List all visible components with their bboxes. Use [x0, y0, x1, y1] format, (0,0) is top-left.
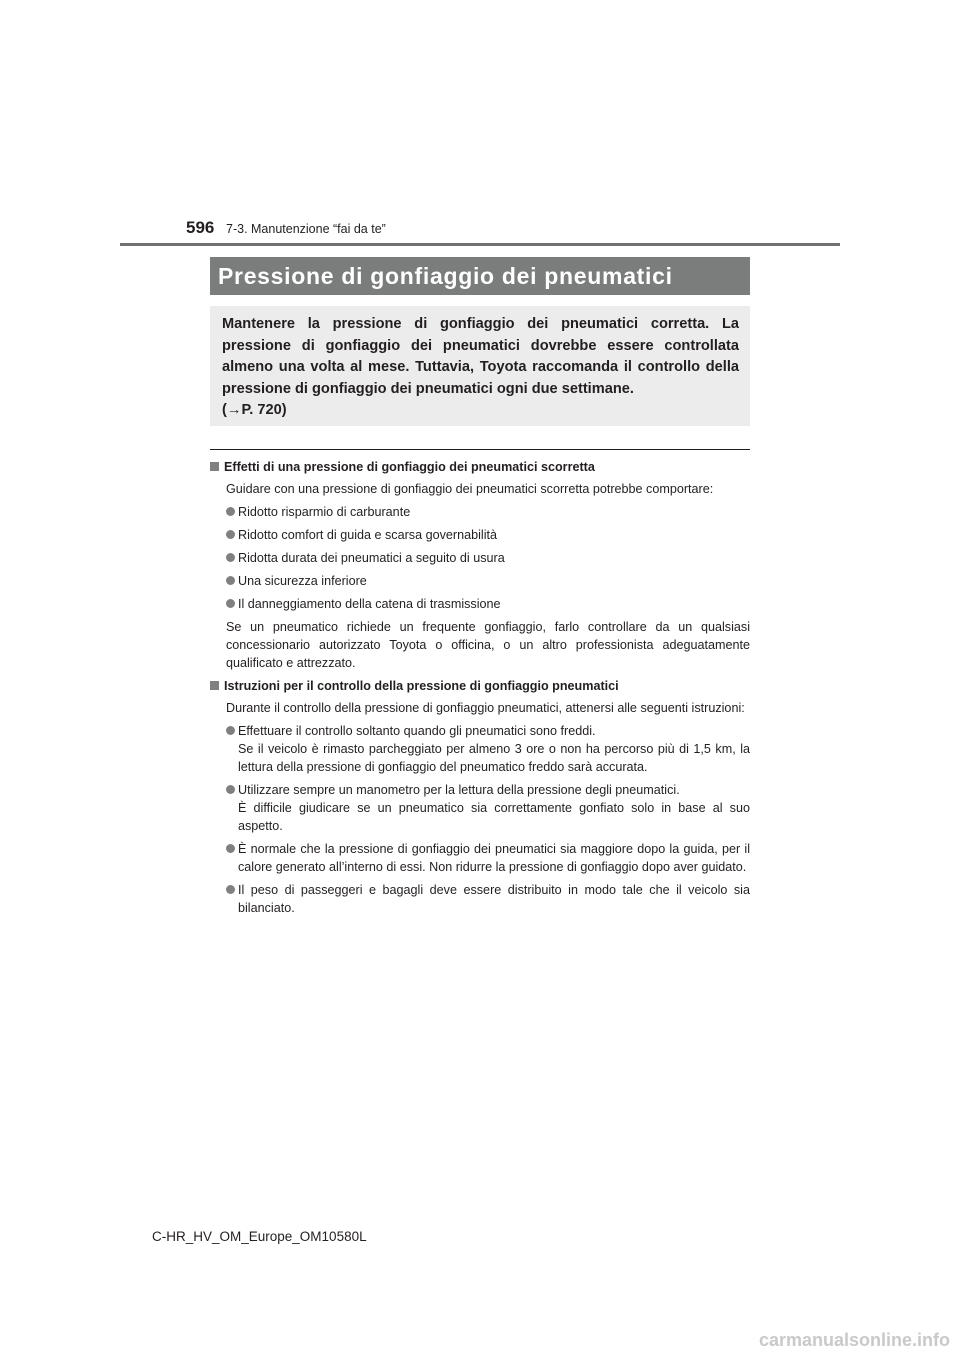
intro-text: Mantenere la pressione di gonfiaggio dei pneumatici corretta. La pressione di gonfiaggio dei pneumatici dovrebbe essere controllata almeno una volta al mese. Tuttavia, Toyota raccomanda il controllo della pressione di gonfiaggio dei pneumatici ogni due settimane. — [222, 316, 739, 397]
list-item — [226, 595, 750, 613]
circle-bullet-icon — [226, 885, 235, 894]
subsection-heading — [210, 677, 750, 695]
list-item — [226, 722, 750, 776]
section-label: 7-3. Manutenzione “fai da te” — [226, 222, 386, 236]
list-item — [226, 881, 750, 917]
circle-bullet-icon — [226, 599, 235, 608]
subsection-heading-text: Effetti di una pressione di gonfiaggio dei pneumatici scorretta — [224, 460, 595, 474]
list-item — [226, 781, 750, 835]
subsection-heading — [210, 458, 750, 476]
list-item-text: Ridotto risparmio di carburante — [238, 505, 411, 519]
intro-page-reference: (→P. 720) — [222, 402, 287, 418]
list-item — [226, 526, 750, 544]
list-item — [226, 549, 750, 567]
intro-box — [210, 306, 750, 426]
list-item-text: Ridotta durata dei pneumatici a seguito di usura — [238, 551, 505, 565]
paragraph: Durante il controllo della pressione di gonfiaggio pneumatici, attenersi alle seguenti istruzioni: — [226, 701, 745, 715]
title-bar — [210, 257, 750, 295]
list-item-detail: È difficile giudicare se un pneumatico sia correttamente gonfiato solo in base al suo aspetto. — [238, 801, 750, 833]
list-item-text: Una sicurezza inferiore — [238, 574, 367, 588]
circle-bullet-icon — [226, 576, 235, 585]
list-item-text: Il danneggiamento della catena di trasmissione — [238, 597, 501, 611]
page-title: Pressione di gonfiaggio dei pneumatici — [218, 262, 673, 289]
list-item — [226, 503, 750, 521]
list-item-text: Ridotto comfort di guida e scarsa governabilità — [238, 528, 498, 542]
list-item-detail: Se il veicolo è rimasto parcheggiato per almeno 3 ore o non ha percorso più di 1,5 km, la lettura della pressione di gonfiaggio del pneumatico freddo sarà accurata. — [238, 742, 750, 774]
list-item-text: Effettuare il controllo soltanto quando gli pneumatici sono freddi. — [238, 724, 596, 738]
circle-bullet-icon — [226, 844, 235, 853]
subsection-heading-text: Istruzioni per il controllo della pressione di gonfiaggio pneumatici — [224, 679, 619, 693]
paragraph: Se un pneumatico richiede un frequente gonfiaggio, farlo controllare da un qualsiasi concessionario autorizzato Toyota o officina, o un altro professionista adeguatamente qualificato e attrezzato. — [226, 620, 750, 670]
paragraph: Guidare con una pressione di gonfiaggio dei pneumatici scorretta potrebbe comportare: — [226, 482, 714, 496]
circle-bullet-icon — [226, 726, 235, 735]
header-rule — [120, 243, 840, 246]
watermark: carmanualsonline.info — [758, 1330, 950, 1350]
square-bullet-icon — [210, 462, 219, 471]
square-bullet-icon — [210, 681, 219, 690]
list-item-text: Il peso di passeggeri e bagagli deve essere distribuito in modo tale che il veicolo sia bilanciato. — [238, 883, 750, 915]
document-code: C-HR_HV_OM_Europe_OM10580L — [152, 1229, 367, 1244]
list-item-text: Utilizzare sempre un manometro per la lettura della pressione degli pneumatici. — [238, 783, 680, 797]
list-item — [226, 572, 750, 590]
circle-bullet-icon — [226, 553, 235, 562]
content — [210, 458, 750, 922]
page-number: 596 — [186, 218, 215, 237]
content-rule — [210, 449, 750, 450]
circle-bullet-icon — [226, 507, 235, 516]
list-item-text: È normale che la pressione di gonfiaggio dei pneumatici sia maggiore dopo la guida, per il calore generato all’interno di essi. Non ridurre la pressione di gonfiaggio dopo aver guidato. — [238, 842, 750, 874]
circle-bullet-icon — [226, 785, 235, 794]
circle-bullet-icon — [226, 530, 235, 539]
list-item — [226, 840, 750, 876]
